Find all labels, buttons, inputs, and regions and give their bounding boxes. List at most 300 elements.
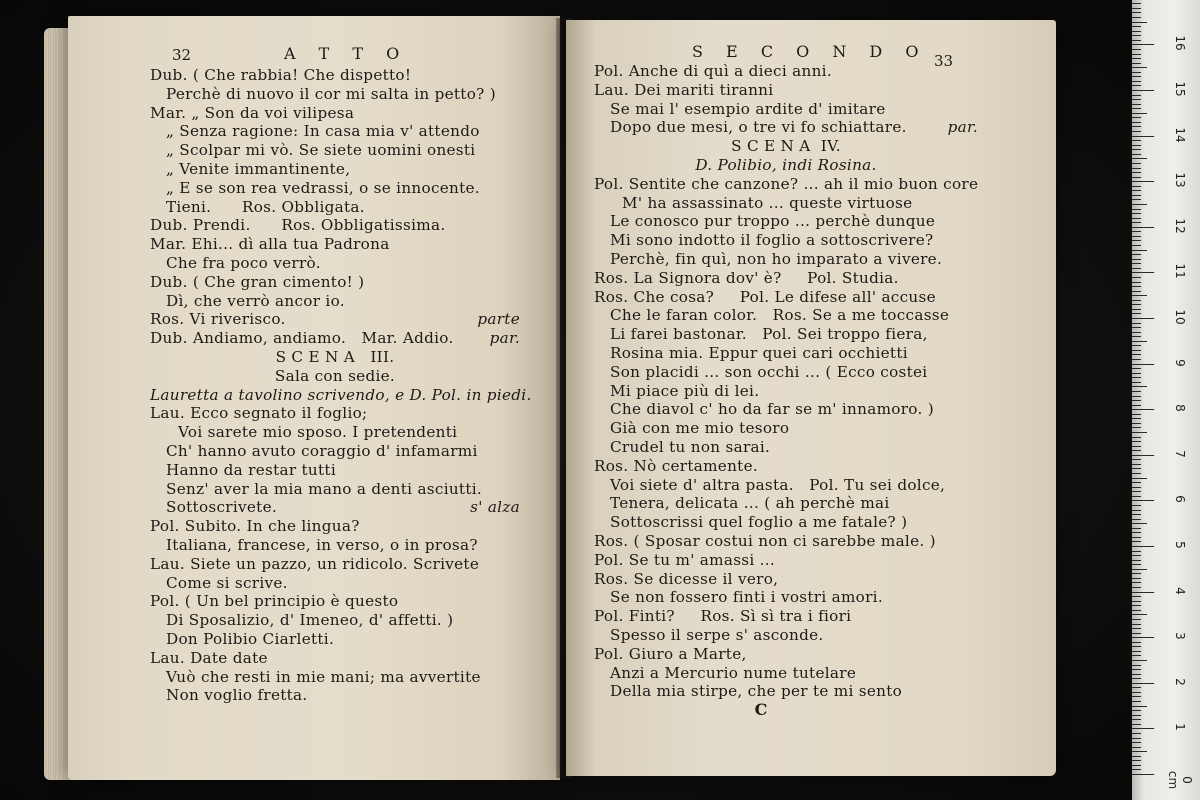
- ruler-number: 0 cm: [1166, 770, 1194, 790]
- ruler-number: 13: [1173, 172, 1187, 188]
- line-text: M' ha assassinato ... queste virtuose: [622, 193, 913, 212]
- ruler-tick: [1132, 482, 1141, 483]
- stage-direction: par.: [489, 329, 520, 348]
- line-text: Di Sposalizio, d' Imeneo, d' affetti. ): [166, 611, 454, 630]
- ruler-tick: [1132, 291, 1141, 292]
- ruler-tick: [1132, 418, 1141, 419]
- ruler-tick: [1132, 145, 1141, 146]
- ruler-number: 7: [1173, 449, 1187, 458]
- left-running-head: A T T O: [284, 44, 409, 63]
- ruler-tick: [1132, 354, 1141, 355]
- ruler-tick: [1132, 386, 1147, 387]
- line-text: Don Polibio Ciarletti.: [166, 629, 335, 648]
- line-text: Ros. La Signora dov' è? Pol. Studia.: [594, 268, 899, 287]
- text-line: [594, 231, 978, 250]
- ruler-tick: [1132, 204, 1147, 205]
- ruler-tick: [1132, 655, 1141, 656]
- ruler-number: 5: [1173, 541, 1187, 549]
- ruler-tick: [1132, 555, 1141, 556]
- ruler-tick: [1132, 578, 1141, 579]
- stage-direction: s' alza: [470, 498, 520, 517]
- right-page-text: [594, 62, 978, 701]
- ruler-number: 12: [1173, 218, 1187, 234]
- ruler-tick: [1132, 213, 1141, 214]
- ruler-tick: [1132, 446, 1141, 447]
- ruler-tick: [1132, 400, 1141, 401]
- line-text: Lau. Date date: [150, 648, 268, 667]
- ruler-tick: [1132, 17, 1141, 18]
- ruler-tick: [1132, 605, 1141, 606]
- line-text: Che le faran color. Ros. Se a me toccasse: [610, 306, 950, 325]
- line-text: Anzi a Mercurio nume tutelare: [610, 663, 857, 682]
- line-text: Mar. „ Son da voi vilipesa: [150, 103, 355, 122]
- ruler-tick: [1132, 455, 1154, 456]
- ruler-tick: [1132, 222, 1141, 223]
- line-text: Ros. Nò certamente.: [594, 456, 758, 475]
- line-text: Hanno da restar tutti: [166, 460, 336, 479]
- ruler-tick: [1132, 405, 1141, 406]
- ruler-tick: [1132, 724, 1141, 725]
- ruler-tick: [1132, 40, 1141, 41]
- left-page: [68, 16, 560, 780]
- text-line: [150, 66, 520, 85]
- right-page-number: 33: [934, 52, 954, 70]
- line-text: Dub. ( Che gran cimento! ): [150, 272, 365, 291]
- line-text: Che fra poco verrò.: [166, 253, 321, 272]
- ruler-number: 4: [1173, 586, 1187, 595]
- ruler-tick: [1132, 510, 1141, 511]
- text-line: [150, 235, 520, 254]
- right-running-head: S E C O N D O: [692, 42, 928, 61]
- line-text: Se mai l' esempio ardite d' imitare: [610, 99, 886, 118]
- right-page: [566, 20, 1056, 776]
- ruler-tick: [1132, 409, 1154, 410]
- text-line: [150, 198, 520, 217]
- text-line: [150, 292, 520, 311]
- text-line: [594, 156, 978, 175]
- ruler-tick: [1132, 541, 1141, 542]
- ruler-number: 9: [1173, 358, 1187, 367]
- ruler-tick: [1132, 227, 1154, 228]
- ruler-tick: [1132, 54, 1141, 55]
- text-line: [150, 404, 520, 423]
- text-line: [594, 344, 978, 363]
- left-page-number: 32: [172, 46, 192, 64]
- text-line: [594, 400, 978, 419]
- text-line: [150, 104, 520, 123]
- text-line: [150, 630, 520, 649]
- ruler-tick: [1132, 8, 1141, 9]
- ruler-tick: [1132, 76, 1141, 77]
- line-text: Lau. Dei mariti tiranni: [594, 80, 774, 99]
- ruler-tick: [1132, 760, 1141, 761]
- ruler-tick: [1132, 710, 1141, 711]
- ruler-tick: [1132, 560, 1141, 561]
- ruler-tick: [1132, 341, 1147, 342]
- text-line: [594, 570, 978, 589]
- ruler-tick: [1132, 427, 1141, 428]
- text-line: [594, 81, 978, 100]
- ruler-tick: [1132, 263, 1141, 264]
- ruler-tick: [1132, 692, 1141, 693]
- line-text: Perchè, fin quì, non ho imparato a vivere.: [610, 249, 943, 268]
- ruler-tick: [1132, 218, 1141, 219]
- ruler-tick: [1132, 614, 1147, 615]
- ruler-tick: [1132, 377, 1141, 378]
- line-text: „ Senza ragione: In casa mia v' attendo: [166, 122, 480, 141]
- ruler-tick: [1132, 236, 1141, 237]
- ruler-tick: [1132, 35, 1141, 36]
- ruler-tick: [1132, 774, 1154, 775]
- ruler-tick: [1132, 646, 1141, 647]
- text-line: [150, 668, 520, 687]
- ruler-tick: [1132, 742, 1141, 743]
- ruler-tick: [1132, 186, 1141, 187]
- ruler-tick: [1132, 500, 1154, 501]
- ruler-tick: [1132, 195, 1141, 196]
- ruler-tick: [1132, 491, 1141, 492]
- line-text: Pol. Sentite che canzone? ... ah il mio buon core: [594, 174, 979, 193]
- ruler-tick: [1132, 12, 1141, 13]
- line-text: Ros. ( Sposar costui non ci sarebbe male. ): [594, 531, 936, 550]
- ruler-tick: [1132, 245, 1141, 246]
- ruler-tick: [1132, 49, 1141, 50]
- line-text: Che diavol c' ho da far se m' innamoro. ): [610, 400, 934, 419]
- ruler-tick: [1132, 701, 1141, 702]
- line-text: Dub. Andiamo, andiamo. Mar. Addio.: [150, 329, 454, 348]
- line-text: Pol. Finti? Ros. Sì sì tra i fiori: [594, 607, 852, 626]
- line-text: Senz' aver la mia mano a denti asciutti.: [166, 479, 483, 498]
- line-text: Lau. Ecco segnato il foglio;: [150, 404, 368, 423]
- text-line: [150, 122, 520, 141]
- line-text: „ E se son rea vedrassi, o se innocente.: [166, 178, 480, 197]
- text-line: [594, 363, 978, 382]
- text-line: [594, 250, 978, 269]
- ruler-tick: [1132, 564, 1141, 565]
- ruler-tick: [1132, 569, 1147, 570]
- ruler-number: 16: [1173, 35, 1187, 52]
- ruler-tick: [1132, 601, 1141, 602]
- text-line: [594, 682, 978, 701]
- ruler-tick: [1132, 715, 1141, 716]
- ruler-tick: [1132, 172, 1141, 173]
- ruler-tick: [1132, 674, 1141, 675]
- ruler-tick: [1132, 99, 1141, 100]
- ruler-tick: [1132, 633, 1141, 634]
- line-text: Se non fossero finti i vostri amori.: [610, 588, 883, 607]
- ruler-tick: [1132, 423, 1141, 424]
- line-text: Ros. Che cosa? Pol. Le difese all' accuse: [594, 287, 936, 306]
- text-line: [594, 194, 978, 213]
- text-line: [150, 686, 520, 705]
- line-text: Dub. Prendi. Ros. Obbligatissima.: [150, 216, 446, 235]
- ruler-tick: [1132, 373, 1141, 374]
- text-line: [150, 273, 520, 292]
- line-text: Spesso il serpe s' asconde.: [610, 625, 824, 644]
- ruler-tick: [1132, 587, 1141, 588]
- text-line: [150, 367, 520, 386]
- ruler-tick: [1132, 496, 1141, 497]
- text-line: [594, 494, 978, 513]
- ruler-tick: [1132, 309, 1141, 310]
- ruler-tick: [1132, 596, 1141, 597]
- text-line: [150, 423, 520, 442]
- ruler-tick: [1132, 582, 1141, 583]
- ruler-tick: [1132, 158, 1147, 159]
- ruler-number: 3: [1173, 632, 1187, 640]
- line-text: Ch' hanno avuto coraggio d' infamarmi: [166, 441, 478, 460]
- ruler-tick: [1132, 286, 1141, 287]
- text-line: [594, 607, 978, 626]
- text-line: [150, 216, 520, 235]
- line-text: „ Venite immantinente,: [166, 159, 351, 178]
- line-text: Italiana, francese, in verso, o in prosa?: [166, 535, 478, 554]
- ruler-tick: [1132, 240, 1141, 241]
- text-line: [594, 419, 978, 438]
- line-text: Tieni. Ros. Obbligata.: [166, 197, 365, 216]
- line-text: Tenera, delicata ... ( ah perchè mai: [610, 494, 890, 513]
- ruler-tick: [1132, 3, 1141, 4]
- text-line: [594, 306, 978, 325]
- ruler-tick: [1132, 637, 1154, 638]
- text-line: [150, 498, 520, 517]
- text-line: [594, 645, 978, 664]
- text-line: [150, 574, 520, 593]
- text-line: [150, 611, 520, 630]
- ruler-tick: [1132, 181, 1154, 182]
- ruler-tick: [1132, 231, 1141, 232]
- stage-direction: par.: [947, 118, 978, 137]
- text-line: [594, 212, 978, 231]
- line-text: Li farei bastonar. Pol. Sei troppo fiera,: [610, 325, 928, 344]
- text-line: [150, 555, 520, 574]
- ruler-tick: [1132, 687, 1141, 688]
- ruler-tick: [1132, 26, 1141, 27]
- ruler-tick: [1132, 619, 1141, 620]
- text-line: [594, 100, 978, 119]
- ruler-tick: [1132, 163, 1141, 164]
- ruler-tick: [1132, 751, 1147, 752]
- ruler-number: 15: [1173, 81, 1187, 97]
- ruler-tick: [1132, 537, 1141, 538]
- line-text: Ros. Vi riverisco.: [150, 310, 286, 329]
- text-line: [150, 310, 520, 329]
- ruler-number: 14: [1173, 126, 1187, 143]
- text-line: [150, 179, 520, 198]
- ruler-tick: [1132, 450, 1141, 451]
- ruler-tick: [1132, 765, 1141, 766]
- line-text: Vuò che resti in mie mani; ma avvertite: [166, 667, 481, 686]
- line-text: Pol. Giuro a Marte,: [594, 644, 747, 663]
- line-text: Già con me mio tesoro: [610, 419, 790, 438]
- ruler-tick: [1132, 441, 1141, 442]
- line-text: Come si scrive.: [166, 573, 288, 592]
- ruler-number: 1: [1173, 723, 1187, 732]
- ruler-tick: [1132, 523, 1147, 524]
- text-line: [594, 476, 978, 495]
- ruler-tick: [1132, 624, 1141, 625]
- text-line: [150, 329, 520, 348]
- line-text: Lauretta a tavolino scrivendo, e D. Pol. in piedi.: [150, 385, 532, 404]
- ruler-tick: [1132, 414, 1141, 415]
- line-text: Pol. Se tu m' amassi ...: [594, 550, 776, 569]
- line-text: Perchè di nuovo il cor mi salta in petto? ): [166, 84, 496, 103]
- ruler-tick: [1132, 505, 1141, 506]
- line-text: S C E N A III.: [275, 347, 395, 366]
- text-line: [150, 85, 520, 104]
- line-text: Voi sarete mio sposo. I pretendenti: [178, 423, 458, 442]
- ruler-tick: [1132, 747, 1141, 748]
- ruler-tick: [1132, 336, 1141, 337]
- ruler-tick: [1132, 149, 1141, 150]
- measuring-ruler: [1132, 0, 1200, 800]
- ruler-tick: [1132, 327, 1141, 328]
- ruler-tick: [1132, 85, 1141, 86]
- ruler-tick: [1132, 728, 1154, 729]
- ruler-tick: [1132, 122, 1141, 123]
- line-text: Lau. Siete un pazzo, un ridicolo. Scrivete: [150, 554, 480, 573]
- ruler-tick: [1132, 478, 1147, 479]
- text-line: [594, 513, 978, 532]
- text-line: [150, 536, 520, 555]
- line-text: Dì, che verrò ancor io.: [166, 291, 345, 310]
- line-text: Voi siete d' altra pasta. Pol. Tu sei dolce,: [610, 475, 946, 494]
- ruler-tick: [1132, 364, 1154, 365]
- ruler-tick: [1132, 63, 1141, 64]
- line-text: Le conosco pur troppo ... perchè dunque: [610, 212, 936, 231]
- text-line: [594, 457, 978, 476]
- ruler-tick: [1132, 58, 1141, 59]
- ruler-tick: [1132, 199, 1141, 200]
- text-line: [594, 325, 978, 344]
- ruler-tick: [1132, 282, 1141, 283]
- ruler-tick: [1132, 44, 1154, 45]
- ruler-tick: [1132, 660, 1147, 661]
- ruler-tick: [1132, 67, 1147, 68]
- line-text: Rosina mia. Eppur quei cari occhietti: [610, 343, 908, 362]
- ruler-tick: [1132, 108, 1141, 109]
- ruler-tick: [1132, 432, 1147, 433]
- ruler-tick: [1132, 131, 1141, 132]
- text-line: [594, 626, 978, 645]
- text-line: [150, 649, 520, 668]
- ruler-tick: [1132, 706, 1147, 707]
- text-line: [594, 664, 978, 683]
- ruler-tick: [1132, 528, 1141, 529]
- signature-mark: C: [754, 700, 768, 719]
- text-line: [594, 438, 978, 457]
- ruler-tick: [1132, 468, 1141, 469]
- ruler-tick: [1132, 382, 1141, 383]
- ruler-tick: [1132, 318, 1154, 319]
- ruler-tick: [1132, 350, 1141, 351]
- ruler-tick: [1132, 272, 1154, 273]
- text-line: [150, 480, 520, 499]
- line-text: „ Scolpar mi vò. Se siete uomini onesti: [166, 141, 476, 160]
- ruler-tick: [1132, 250, 1147, 251]
- text-line: [150, 385, 532, 405]
- ruler-tick: [1132, 391, 1141, 392]
- line-text: Pol. ( Un bel principio è questo: [150, 592, 399, 611]
- line-text: Dopo due mesi, o tre vi fo schiattare.: [610, 118, 907, 137]
- ruler-tick: [1132, 769, 1141, 770]
- ruler-tick: [1132, 592, 1154, 593]
- ruler-tick: [1132, 277, 1141, 278]
- ruler-number: 2: [1173, 677, 1187, 686]
- ruler-tick: [1132, 72, 1141, 73]
- ruler-number: 8: [1173, 404, 1187, 412]
- line-text: Sottoscrivete.: [166, 498, 278, 517]
- ruler-tick: [1132, 551, 1141, 552]
- text-line: [594, 62, 978, 81]
- line-text: Ros. Se dicesse il vero,: [594, 569, 779, 588]
- text-line: [594, 532, 978, 551]
- ruler-tick: [1132, 651, 1141, 652]
- line-text: S C E N A IV.: [731, 137, 841, 156]
- stage-direction: parte: [477, 310, 520, 329]
- text-line: [594, 269, 978, 288]
- text-line: [594, 288, 978, 307]
- ruler-tick: [1132, 300, 1141, 301]
- ruler-tick: [1132, 313, 1141, 314]
- text-line: [150, 160, 520, 179]
- text-line: [150, 141, 520, 160]
- line-text: Pol. Subito. In che lingua?: [150, 517, 360, 536]
- ruler-tick: [1132, 136, 1154, 137]
- text-line: [594, 118, 978, 137]
- ruler-tick: [1132, 304, 1141, 305]
- ruler-tick: [1132, 117, 1141, 118]
- ruler-tick: [1132, 104, 1141, 105]
- ruler-tick: [1132, 90, 1154, 91]
- line-text: Mi piace più di lei.: [610, 381, 760, 400]
- ruler-tick: [1132, 696, 1141, 697]
- ruler-tick: [1132, 177, 1141, 178]
- text-line: [594, 175, 978, 194]
- ruler-tick: [1132, 464, 1141, 465]
- ruler-tick: [1132, 209, 1141, 210]
- line-text: Crudel tu non sarai.: [610, 437, 771, 456]
- text-line: [594, 551, 978, 570]
- text-line: [594, 137, 978, 156]
- text-line: [150, 592, 520, 611]
- ruler-tick: [1132, 126, 1141, 127]
- line-text: Son placidi ... son occhi ... ( Ecco costei: [610, 362, 928, 381]
- ruler-number: 11: [1173, 263, 1187, 280]
- ruler-tick: [1132, 345, 1141, 346]
- text-line: [150, 348, 520, 367]
- ruler-tick: [1132, 295, 1147, 296]
- ruler-tick: [1132, 683, 1154, 684]
- ruler-tick: [1132, 459, 1141, 460]
- ruler-number: 6: [1173, 495, 1187, 504]
- ruler-tick: [1132, 546, 1154, 547]
- ruler-tick: [1132, 396, 1141, 397]
- ruler-number: 10: [1173, 309, 1187, 325]
- line-text: Sottoscrissi quel foglio a me fatale? ): [610, 513, 908, 532]
- ruler-tick: [1132, 487, 1141, 488]
- text-line: [594, 382, 978, 401]
- ruler-tick: [1132, 368, 1141, 369]
- ruler-tick: [1132, 519, 1141, 520]
- ruler-tick: [1132, 190, 1141, 191]
- ruler-tick: [1132, 756, 1141, 757]
- ruler-tick: [1132, 168, 1141, 169]
- text-line: [150, 442, 520, 461]
- ruler-tick: [1132, 254, 1141, 255]
- ruler-tick: [1132, 437, 1141, 438]
- ruler-tick: [1132, 573, 1141, 574]
